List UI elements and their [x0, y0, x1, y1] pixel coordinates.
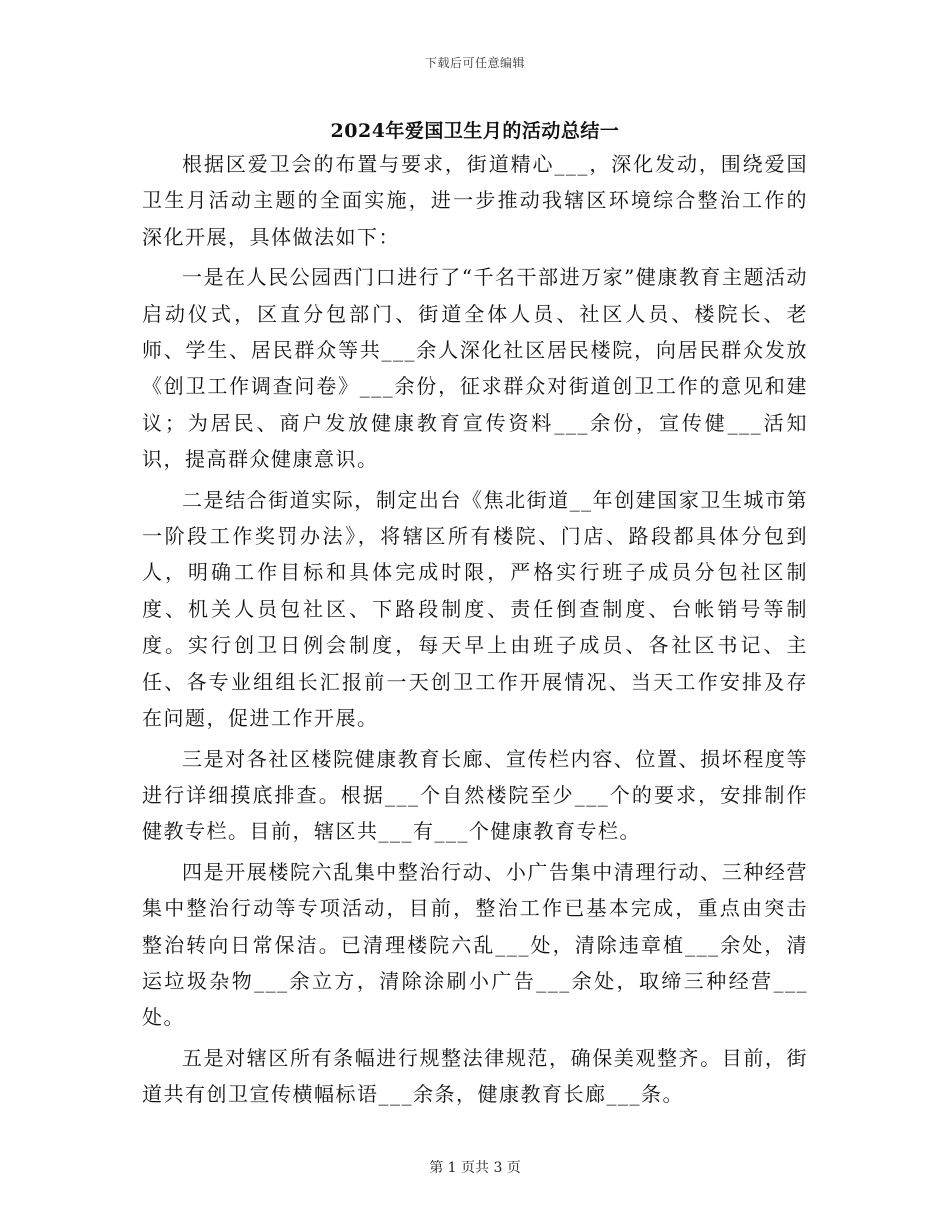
paragraph-item-4: 四是开展楼院六乱集中整治行动、小广告集中清理行动、三种经营集中整治行动等专项活动，目前，整治工作已基本完成，重点由突击整治转向日常保洁。已清理楼院六乱___处，清除违章植___余处，清运垃圾杂物___余立方，清除涂刷小广告___余处，取缔三种经营___处。 [142, 859, 808, 1030]
paragraph-intro: 根据区爱卫会的布置与要求，街道精心___，深化发动，围绕爱国卫生月活动主题的全面实施，进一步推动我辖区环境综合整治工作的深化开展，具体做法如下： [142, 152, 808, 249]
page-number: 第 1 页共 3 页 [429, 1160, 521, 1176]
header-note: 下载后可任意编辑 [424, 56, 525, 70]
paragraph-item-2: 二是结合街道实际，制定出台《焦北街道__年创建国家卫生城市第一阶段工作奖罚办法》，将辖区所有楼院、门店、路段都具体分包到人，明确工作目标和具体完成时限，严格实行班子成员分包社区制度、机关人员包社区、下路段制度、责任倒查制度、台帐销号等制度。实行创卫日例会制度，每天早上由班子成员、各社区书记、主任、各专业组组长汇报前一天创卫工作开展情况、当天工作安排及存在问题，促进工作开展。 [142, 487, 808, 731]
document-title: 2024年爱国卫生月的活动总结一 [330, 120, 620, 142]
paragraph-item-5: 五是对辖区所有条幅进行规整法律规范，确保美观整齐。目前，街道共有创卫宣传横幅标语___余条，健康教育长廊___条。 [142, 1045, 808, 1107]
paragraph-item-3: 三是对各社区楼院健康教育长廊、宣传栏内容、位置、损坏程度等进行详细摸底排查。根据___个自然楼院至少___个的要求，安排制作健教专栏。目前，辖区共___有___个健康教育专栏。 [142, 746, 808, 844]
paragraph-item-1: 一是在人民公园西门口进行了“千名干部进万家”健康教育主题活动启动仪式，区直分包部门、街道全体人员、社区人员、楼院长、老师、学生、居民群众等共___余人深化社区居民楼院，向居民群众发放《创卫工作调查问卷》___余份，征求群众对街道创卫工作的意见和建议；为居民、商户发放健康教育宣传资料___余份，宣传健___活知识，提高群众健康意识。 [142, 265, 808, 472]
document-body [142, 146, 808, 1113]
